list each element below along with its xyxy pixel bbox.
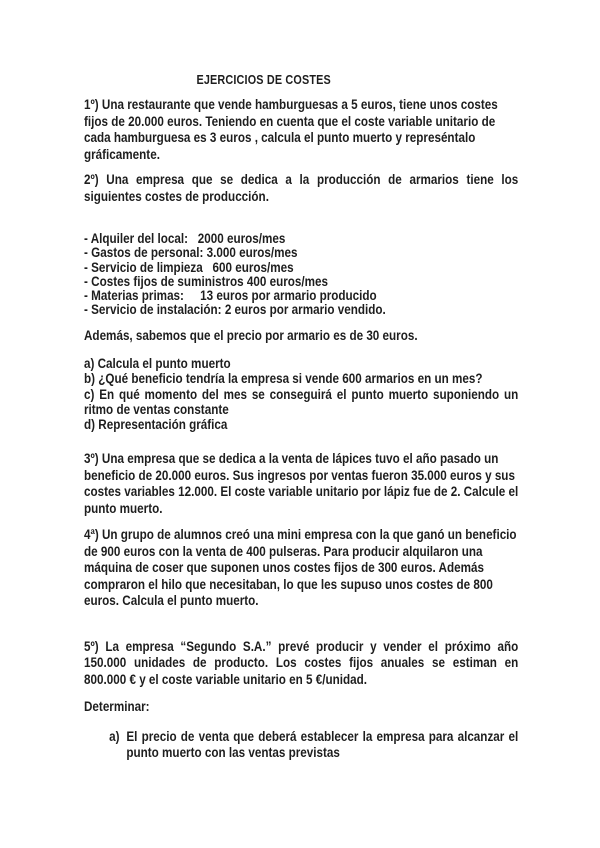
cost-list-item: - Materias primas: 13 euros por armario producido xyxy=(84,288,377,304)
cost-list-item: - Costes fijos de suministros 400 euros/mes xyxy=(84,273,329,289)
cost-list-item: - Gastos de personal: 3.000 euros/mes xyxy=(84,245,298,261)
exercise-5-subitem-text: El precio de venta que deberá establecer la empresa para alcanzar el punto muerto con las ventas previstas xyxy=(126,728,519,761)
exercise-2-question-list xyxy=(84,356,518,432)
list-marker: a) xyxy=(109,728,120,744)
exercise-2-intro-paragraph: 2º) Una empresa que se dedica a la producción de armarios tiene los siguientes costes de producción. xyxy=(84,172,519,204)
exercise-5-paragraph: 5º) La empresa “Segundo S.A.” prevé producir y vender el próximo año 150.000 unidades de producto. Los costes fijos anuales se estiman en 800.000 € y el coste variable unitario en 5 €/unidad. xyxy=(84,638,519,687)
cost-list-item: - Servicio de instalación: 2 euros por armario vendido. xyxy=(84,302,386,318)
document-title: EJERCICIOS DE COSTES xyxy=(196,73,331,87)
exercise-2-note: Además, sabemos que el precio por armario es de 30 euros. xyxy=(84,327,418,343)
exercise-4-paragraph: 4ª) Un grupo de alumnos creó una mini empresa con la que ganó un beneficio de 900 euros con la venta de 400 pulseras. Para producir alquilaron una máquina de coser que suponen unos costes fijos de 300 euros. Además compraron el hilo que necesitaban, lo que les supuso unos costes de 800 euros. Calcula el punto muerto. xyxy=(84,527,517,609)
document-content xyxy=(84,72,518,762)
cost-list-item: - Servicio de limpieza 600 euros/mes xyxy=(84,259,294,275)
exercise-1-paragraph: 1º) Una restaurante que vende hamburguesas a 5 euros, tiene unos costes fijos de 20.000 euros. Teniendo en cuenta que el coste variable unitario de cada hamburguesa es 3 euros , calcula el punto muerto y represéntalo gráficamente. xyxy=(84,97,498,162)
cost-list-item: - Alquiler del local: 2000 euros/mes xyxy=(84,231,286,246)
determinar-label: Determinar: xyxy=(84,699,150,715)
question-item: a) Calcula el punto muerto xyxy=(84,356,231,372)
question-item: b) ¿Qué beneficio tendría la empresa si vende 600 armarios en un mes? xyxy=(84,371,483,387)
question-item: c) En qué momento del mes se conseguirá el punto muerto suponiendo un ritmo de ventas constante xyxy=(84,386,519,417)
exercise-3-paragraph: 3º) Una empresa que se dedica a la venta de lápices tuvo el año pasado un beneficio de 20.000 euros. Sus ingresos por ventas fueron 35.000 euros y sus costes variables 12.000. El coste variable unitario por lápiz fue de 2. Calcule el punto muerto. xyxy=(84,451,519,516)
exercise-2-cost-list xyxy=(84,232,518,318)
question-item: d) Representación gráfica xyxy=(84,417,228,433)
exercise-5-subitem xyxy=(109,729,518,762)
